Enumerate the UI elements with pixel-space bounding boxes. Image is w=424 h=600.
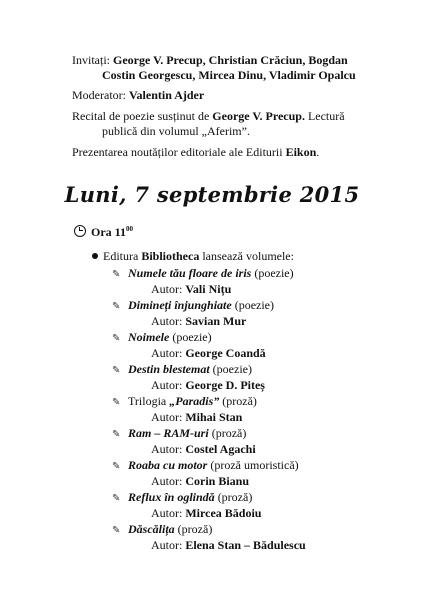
book-title: Dăscălița [128, 522, 175, 536]
pen-icon: ✎ [112, 429, 121, 440]
book-item [112, 394, 412, 426]
book-item [112, 362, 412, 394]
book-title: Reflux în oglindă [128, 490, 215, 504]
book-item [112, 490, 412, 522]
book-item [112, 266, 412, 298]
invited-guests [72, 53, 388, 83]
book-title: Ram – RAM-uri [128, 426, 209, 440]
author-label: Autor: [151, 474, 186, 488]
book-title: „Paradis” [169, 394, 220, 408]
book-genre: (poezie) [251, 266, 294, 280]
bullet-icon [92, 253, 98, 259]
publisher-prefix: Editura [103, 249, 142, 263]
pen-icon: ✎ [112, 301, 121, 312]
invited-names-line2: Costin Georgescu, Mircea Dinu, Vladimir Opalcu [102, 68, 356, 82]
author-label: Autor: [151, 442, 186, 456]
time-slot [74, 225, 133, 240]
book-genre: (proză) [174, 522, 213, 536]
book-author: Costel Agachi [185, 442, 256, 456]
moderator-label: Moderator: [72, 88, 129, 102]
date-heading: Luni, 7 septembrie 2015 [64, 182, 360, 207]
moderator-name: Valentin Ajder [128, 88, 205, 102]
book-pre: Trilogia [128, 394, 170, 408]
book-item [112, 298, 412, 330]
recital-prefix: Recital de poezie susținut de [72, 109, 213, 123]
author-label: Autor: [151, 314, 186, 328]
author-label: Autor: [151, 378, 186, 392]
time-label: Ora 11 [91, 225, 126, 239]
book-title: Roaba cu motor [128, 458, 208, 472]
book-author: Mihai Stan [185, 410, 243, 424]
book-item [112, 330, 412, 362]
pen-icon: ✎ [112, 397, 121, 408]
book-author: Mircea Bădoiu [185, 506, 262, 520]
presentation-text: Prezentarea noutăților editoriale ale Editurii [72, 145, 286, 159]
recital-line2: publică din volumul „Aferim”. [102, 124, 250, 138]
author-label: Autor: [151, 346, 186, 360]
pen-icon: ✎ [112, 333, 121, 344]
author-label: Autor: [151, 410, 186, 424]
book-author: Savian Mur [185, 314, 247, 328]
book-genre: (proză) [219, 394, 257, 408]
author-label: Autor: [151, 282, 186, 296]
recital-note [72, 109, 388, 139]
recital-suffix: Lectură [304, 109, 345, 123]
book-author: George D. Piteș [185, 378, 265, 392]
book-genre: (poezie) [169, 330, 212, 344]
publisher-line [92, 249, 294, 264]
book-genre: (proză) [214, 490, 253, 504]
book-genre: (poezie) [209, 362, 252, 376]
book-title: Destin blestemat [128, 362, 210, 376]
book-genre: (proză umoristică) [207, 458, 299, 472]
publisher-suffix: lansează volumele: [199, 249, 294, 263]
book-title: Dimineți înjunghiate [128, 298, 232, 312]
book-title: Numele tău floare de iris [128, 266, 252, 280]
pen-icon: ✎ [112, 493, 121, 504]
time-minutes: 00 [126, 225, 133, 233]
book-item [112, 522, 412, 554]
presentation-note [72, 145, 388, 160]
presentation-end: . [316, 145, 320, 159]
invited-label: Invitați: [72, 53, 113, 67]
clock-icon [74, 225, 86, 237]
pen-icon: ✎ [112, 461, 121, 472]
author-label: Autor: [151, 506, 186, 520]
book-item [112, 426, 412, 458]
book-author: Corin Bianu [185, 474, 250, 488]
book-author: Elena Stan – Bădulescu [185, 538, 306, 552]
book-author: George Coandă [185, 346, 266, 360]
book-title: Noimele [128, 330, 170, 344]
publisher-name: Bibliotheca [141, 249, 200, 263]
book-genre: (proză) [208, 426, 247, 440]
recital-poet: George V. Precup. [212, 109, 305, 123]
book-genre: (poezie) [231, 298, 275, 312]
pen-icon: ✎ [112, 269, 121, 280]
book-author: Vali Nițu [185, 282, 232, 296]
pen-icon: ✎ [112, 365, 121, 376]
presentation-publisher: Eikon [285, 145, 317, 159]
pen-icon: ✎ [112, 525, 121, 536]
moderator [72, 88, 388, 103]
book-item [112, 458, 412, 490]
invited-names-line1: George V. Precup, Christian Crăciun, Bogdan [113, 53, 348, 67]
author-label: Autor: [151, 538, 186, 552]
book-list [112, 266, 412, 554]
